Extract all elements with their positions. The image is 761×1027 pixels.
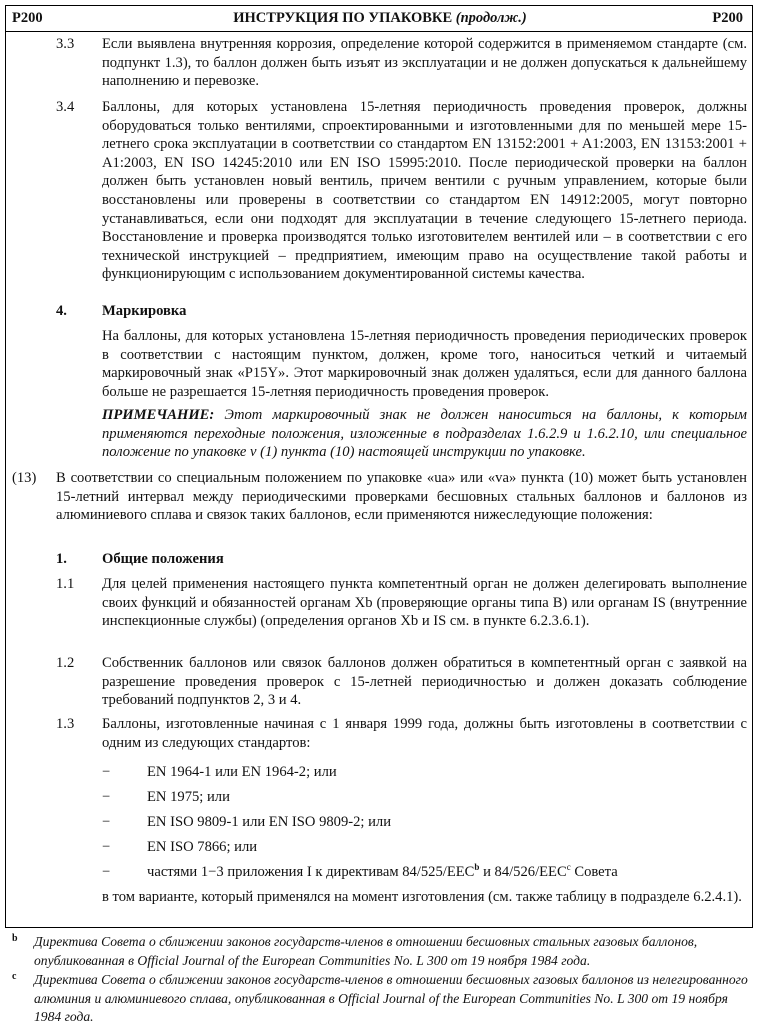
item-number-3-3: 3.3 [56,36,75,52]
footnote-c: Директива Совета о сближении законов государств-членов в отношении бесшовных газовых баллонов из нелегированного алюминия и алюминиевого сплава, опубликованная в Official Journal of the European Communities No. L 300 от 19 ноября 1984 года. [34,972,748,1025]
item-number-1-2: 1.2 [56,655,75,671]
page-title [100,8,660,28]
paragraph-1-2: Собственник баллонов или связок баллонов должен обратиться в компетентный орган с заявкой на разрешение проведения проверок с 15-летней периодичностью и должен доказать соблюдение требований подпунктов 2, 3 и 4. [102,655,747,709]
paragraph-3-3: Если выявлена внутренняя коррозия, определение которой содержится в применяемом стандарте (см. подпункт 1.3), то баллон должен быть изъят из эксплуатации и не должен допускаться к дальнейшему наполнению и перевозке. [102,36,747,90]
header-divider [5,31,753,32]
header-left-code: P200 [12,10,43,26]
item-number-3-4: 3.4 [56,99,75,115]
list-dash: − [102,814,111,830]
paragraph-1-3: Баллоны, изготовленные начиная с 1 января 1999 года, должны быть изготовлены в соответствии с одним из следующих стандартов: [102,716,747,751]
standard-list-item: EN 1975; или [147,789,230,805]
directives-text-c: Совета [570,864,618,880]
footnote-ref-b: b [474,862,480,873]
note-text: Этот маркировочный знак не должен наноситься на баллоны, к которым применяются переходные положения, изложенные в подразделах 1.6.2.9 и 1.6.2.10, или специальное положение по упаковке v (1) пункта (10) настоящей инструкции по упаковке. [102,407,747,461]
section-number-1: 1. [56,551,67,567]
section-number-4: 4. [56,303,67,319]
footnote-mark-c: c [12,971,17,982]
paragraph-13: В соответствии со специальным положением по упаковке «ua» или «va» пункта (10) может быть установлен 15-летний интервал между периодическими проверками бесшовных стальных баллонов и баллонов из алюминиевого сплава и связок таких баллонов, если применяются нижеследующие положения: [56,470,747,524]
paragraph-1-1: Для целей применения настоящего пункта компетентный орган не должен делегировать выполнение своих функций и обязанностей органам Xb (проверяющие органы типа B) или органам IS (внутренние инспекционные службы) (определения органов Xb и IS см. в пункте 6.2.3.6.1). [102,576,747,630]
footnote-mark-b: b [12,933,18,944]
standard-list-item-directives [147,863,618,882]
list-dash: − [102,839,111,855]
footnote-ref-c: c [566,862,571,873]
directives-text-a: частями 1−3 приложения I к директивам 84/525/EEC [147,864,475,880]
note-label: ПРИМЕЧАНИЕ: [102,407,215,423]
item-number-1-3: 1.3 [56,716,75,732]
standard-list-item: EN 1964-1 или EN 1964-2; или [147,764,337,780]
section-title-marking: Маркировка [102,303,187,319]
directives-text-b: и 84/526/EEC [479,864,567,880]
list-dash: − [102,764,111,780]
item-number-1-1: 1.1 [56,576,75,592]
item-number-13: (13) [12,470,37,486]
section-title-general: Общие положения [102,551,224,567]
header-right-code: P200 [712,10,743,26]
list-dash: − [102,789,111,805]
note [102,406,747,462]
page-title-suffix: (продолж.) [455,10,527,26]
paragraph-marking: На баллоны, для которых установлена 15-летняя периодичность проведения периодических проверок в соответствии с настоящим пунктом, должен, кроме того, наноситься четкий и читаемый маркировочный знак «P15Y». Этот маркировочный знак должен удаляться, если для данного баллона больше не разрешается 15-летняя периодичность проведения проверок. [102,328,747,400]
page-title-main: ИНСТРУКЦИЯ ПО УПАКОВКЕ [233,10,453,26]
standard-list-item: EN ISO 7866; или [147,839,258,855]
paragraph-3-4: Баллоны, для которых установлена 15-летняя периодичность проведения проверок, должны оборудоваться только вентилями, спроектированными и изготовленными для по меньшей мере 15-летнего срока эксплуатации в соответствии со стандартом EN 13152:2001 + A1:2003, EN 13153:2001 + A1:2003, EN ISO 14245:2010 или EN ISO 15995:2010. После периодической проверки на баллон должен быть установлен новый вентиль, причем вентили с ручным управлением, которые были восстановлены или проверены в соответствии со стандартом EN 14912:2005, могут повторно устанавливаться, если они подходят для эксплуатации в течение следующего 15-летнего периода. Восстановление и проверка производятся только изготовителем вентилей или – в соответствии с его технической инструкцией – предприятием, имеющим право на осуществление такой работы и функционирующим с использованием документированной системы качества. [102,99,747,283]
footnote-b: Директива Совета о сближении законов государств-членов в отношении бесшовных стальных газовых баллонов, опубликованная в Official Journal of the European Communities No. L 300 от 19 ноября 1984 года. [34,934,698,968]
list-dash: − [102,864,111,880]
paragraph-1-3-closing: в том варианте, который применялся на момент изготовления (см. также таблицу в подразделе 6.2.4.1). [102,889,742,905]
standard-list-item: EN ISO 9809-1 или EN ISO 9809-2; или [147,814,392,830]
